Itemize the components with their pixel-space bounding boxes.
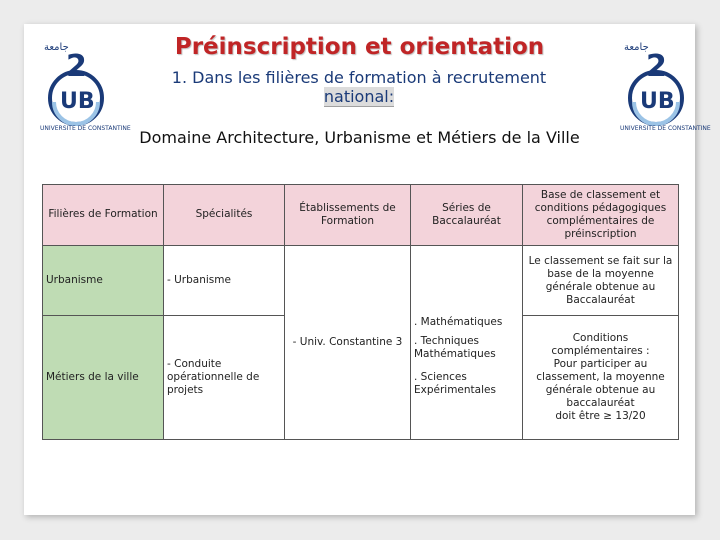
- logo-letters: UB: [60, 89, 95, 114]
- subtitle-line1: 1. Dans les filières de formation à recrutement: [171, 68, 547, 87]
- conditions-title: Conditions complémentaires :: [551, 332, 650, 358]
- cell-specialite-metiers: - Conduite opérationnelle de projets: [164, 316, 285, 440]
- logo-arabic-text: جامعة: [44, 42, 69, 53]
- logo-ring-text: UNIVERSITE DE CONSTANTINE: [40, 125, 131, 132]
- logo-letters: UB: [640, 89, 675, 114]
- cell-base-urbanisme: Le classement se fait sur la base de la moyenne générale obtenue au Baccalauréat: [523, 245, 679, 315]
- domain-heading: Domaine Architecture, Urbanisme et Métiers de la Ville: [139, 128, 580, 147]
- cell-specialite-urbanisme: - Urbanisme: [164, 245, 285, 315]
- cell-filiere-urbanisme: Urbanisme: [43, 245, 164, 315]
- logo-number: 2: [646, 49, 667, 84]
- conditions-min: doit être ≥ 13/20: [555, 410, 646, 423]
- table-header-row: [43, 185, 679, 246]
- page-title: Préinscription et orientation: [174, 34, 545, 60]
- header-series: Séries de Baccalauréat: [411, 185, 523, 246]
- logo-ring-text: UNIVERSITE DE CONSTANTINE: [620, 125, 711, 132]
- serie-mathematiques: . Mathématiques: [414, 315, 503, 328]
- header-filieres: Filières de Formation: [43, 185, 164, 246]
- serie-sciences-exp: . Sciences Expérimentales: [414, 370, 496, 396]
- cell-series: [411, 245, 523, 439]
- logo-arabic-text: جامعة: [624, 42, 649, 53]
- cell-filiere-metiers: Métiers de la ville: [43, 316, 164, 440]
- page-subtitle: [108, 68, 610, 106]
- cell-conditions: [523, 316, 679, 440]
- header-base: Base de classement et conditions pédagogiques complémentaires de préinscription: [523, 185, 679, 246]
- conditions-text: Pour participer au classement, la moyenne générale obtenue au baccalauréat: [536, 358, 665, 410]
- logo-number: 2: [66, 49, 87, 84]
- orientation-table: [42, 184, 679, 440]
- slide: [24, 24, 711, 515]
- cell-etablissement: - Univ. Constantine 3: [285, 245, 411, 439]
- subtitle-line2: national:: [323, 87, 395, 106]
- header-etablissements: Établissements de Formation: [285, 185, 411, 246]
- serie-techniques-math: . Techniques Mathématiques: [414, 334, 496, 360]
- table-row: [43, 245, 679, 315]
- header-specialites: Spécialités: [164, 185, 285, 246]
